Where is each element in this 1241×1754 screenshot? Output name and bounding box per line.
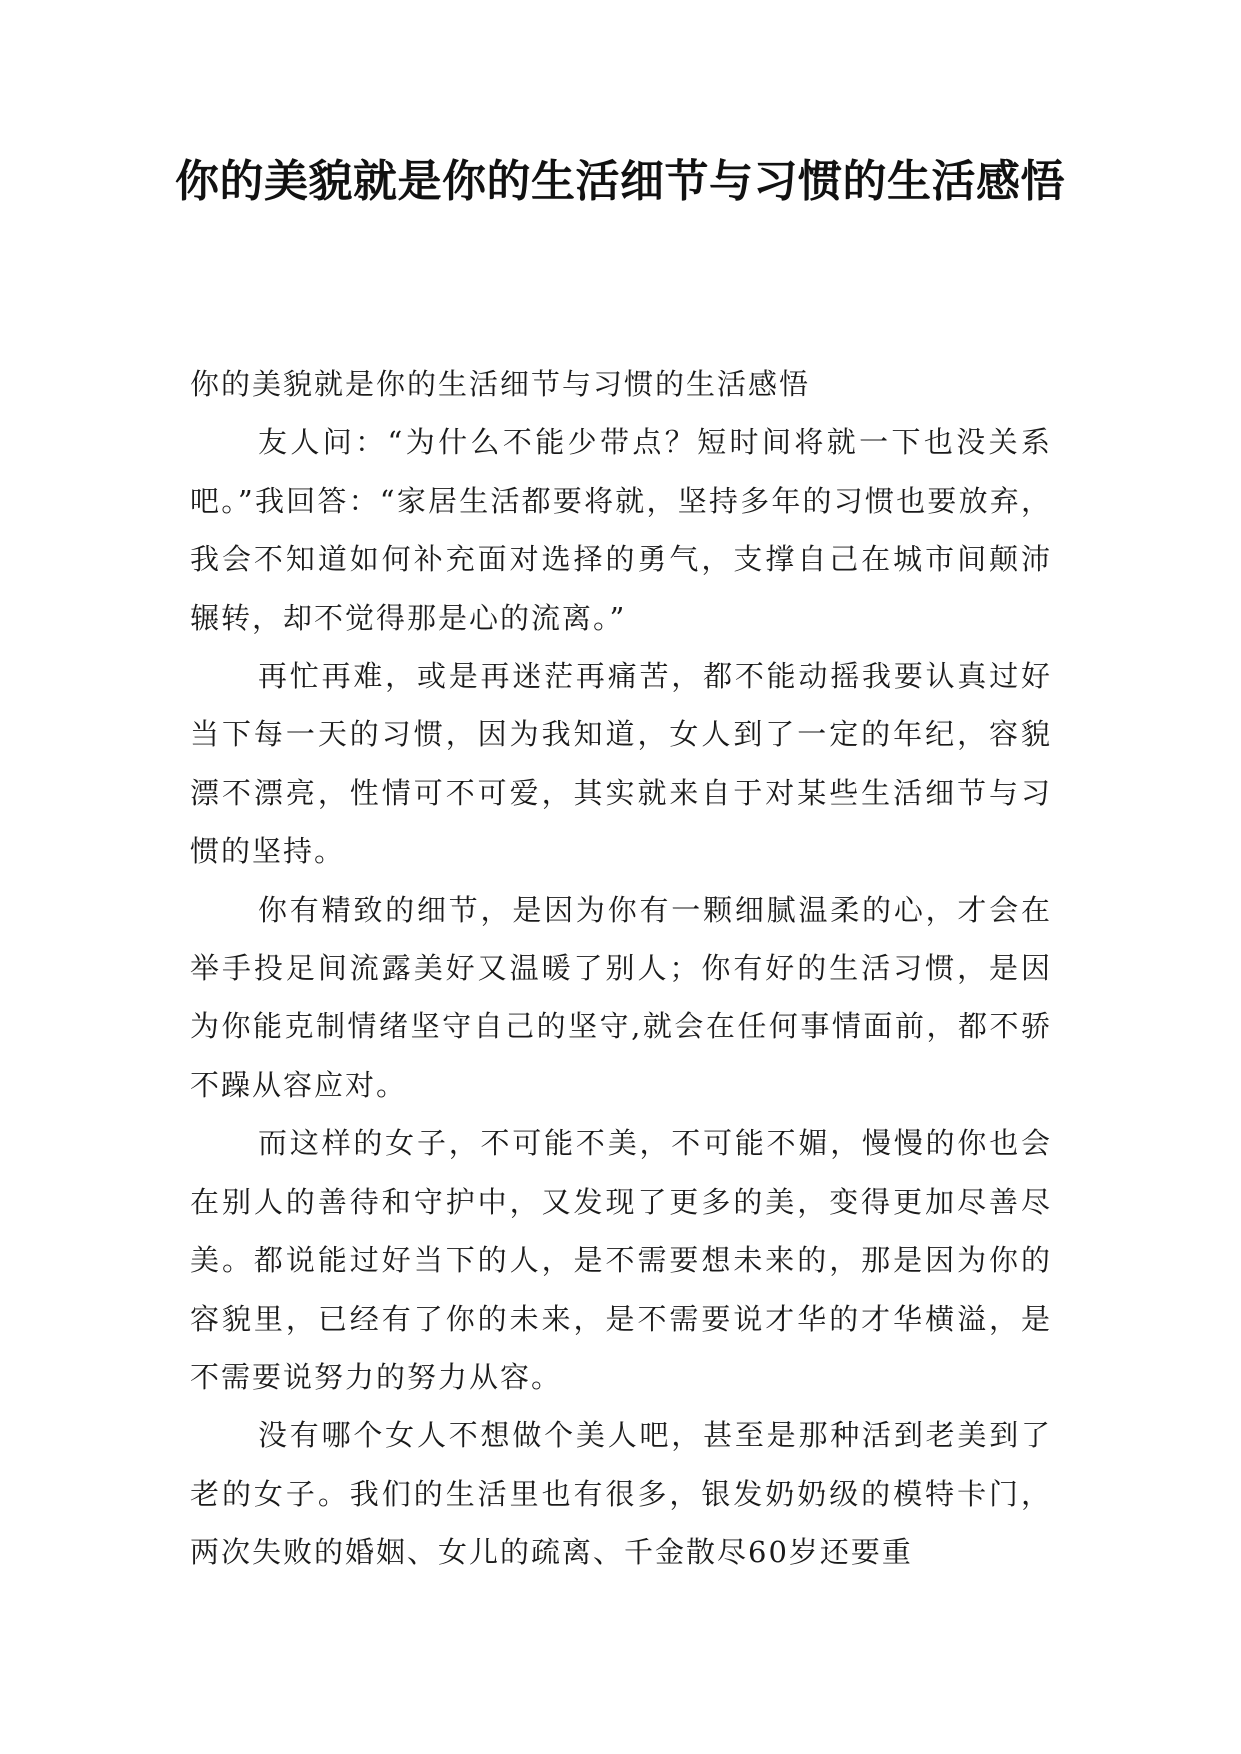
- subtitle-line: 你的美貌就是你的生活细节与习惯的生活感悟: [190, 367, 811, 401]
- document-title: 你的美貌就是你的生活细节与习惯的生活感悟: [175, 156, 1065, 207]
- document-body: [190, 355, 1052, 1582]
- paragraph-2: 再忙再难，或是再迷茫再痛苦，都不能动摇我要认真过好当下每一天的习惯，因为我知道，女人到了一定的年纪，容貌漂不漂亮，性情可不可爱，其实就来自于对某些生活细节与习惯的坚持。: [190, 659, 1052, 869]
- paragraph-1: 友人问：“为什么不能少带点？短时间将就一下也没关系吧。”我回答：“家居生活都要将就，坚持多年的习惯也要放弃，我会不知道如何补充面对选择的勇气，支撑自己在城市间颠沛辗转，却不觉得那是心的流离。”: [190, 425, 1052, 635]
- paragraph-4: 而这样的女子，不可能不美，不可能不媚，慢慢的你也会在别人的善待和守护中，又发现了更多的美，变得更加尽善尽美。都说能过好当下的人，是不需要想未来的，那是因为你的容貌里，已经有了你的未来，是不需要说才华的才华横溢，是不需要说努力的努力从容。: [190, 1126, 1052, 1394]
- paragraph-5: 没有哪个女人不想做个美人吧，甚至是那种活到老美到了老的女子。我们的生活里也有很多，银发奶奶级的模特卡门，两次失败的婚姻、女儿的疏离、千金散尽60岁还要重: [190, 1418, 1052, 1570]
- paragraph-3: 你有精致的细节，是因为你有一颗细腻温柔的心，才会在举手投足间流露美好又温暖了别人；你有好的生活习惯，是因为你能克制情绪坚守自己的坚守,就会在任何事情面前，都不骄不躁从容应对。: [190, 892, 1052, 1102]
